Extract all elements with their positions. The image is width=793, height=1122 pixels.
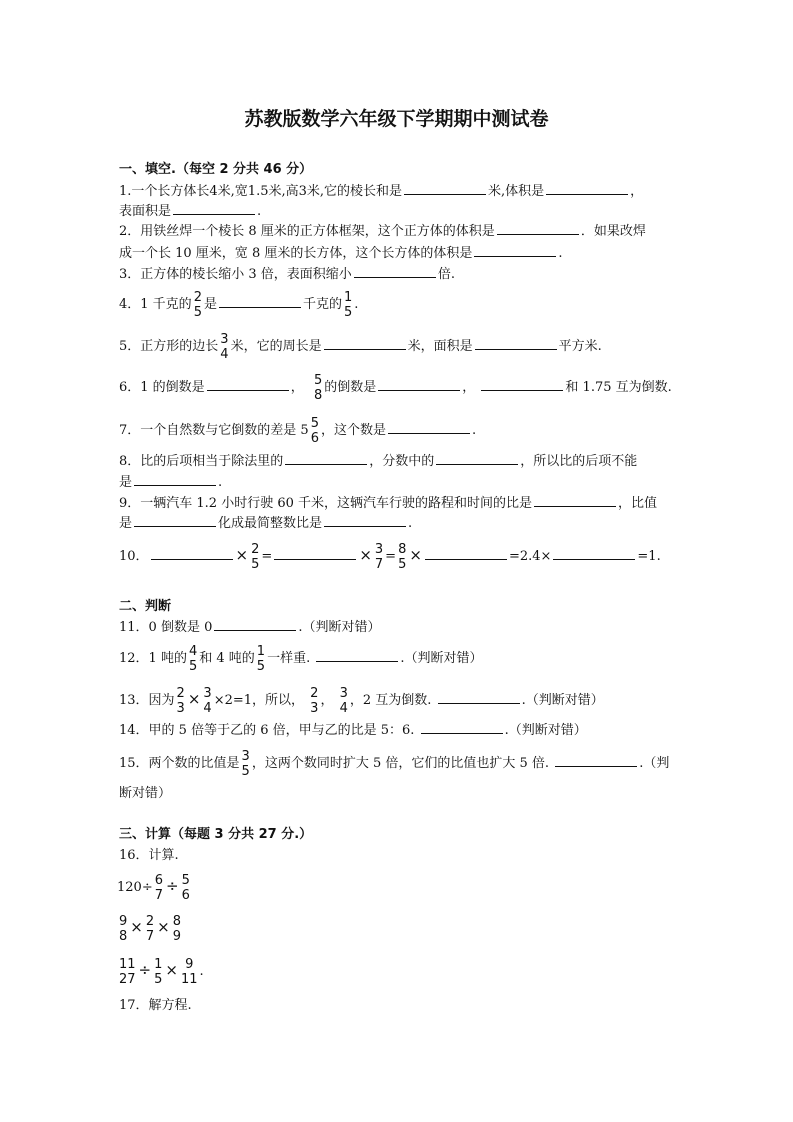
answer-blank[interactable] bbox=[546, 181, 628, 195]
fraction bbox=[194, 290, 202, 320]
fraction bbox=[173, 914, 181, 944]
question-6 bbox=[119, 371, 672, 405]
denominator: 7 bbox=[374, 556, 384, 572]
denominator: 5 bbox=[154, 971, 163, 987]
text: 10． bbox=[119, 549, 149, 564]
denominator: 8 bbox=[119, 928, 128, 944]
text: 和 4 吨的 bbox=[199, 651, 255, 666]
numerator: 3 bbox=[339, 685, 348, 701]
fraction bbox=[119, 914, 127, 944]
text: .（判断对错） bbox=[400, 651, 483, 666]
numerator: 4 bbox=[188, 643, 198, 659]
text: . bbox=[408, 516, 413, 531]
answer-blank[interactable] bbox=[274, 546, 356, 560]
denominator: 3 bbox=[176, 700, 185, 716]
text: =1. bbox=[637, 549, 661, 564]
text: 千克的 bbox=[302, 297, 342, 312]
page-title: 苏教版数学六年级下学期期中测试卷 bbox=[244, 108, 549, 130]
fraction bbox=[344, 290, 352, 320]
fraction bbox=[220, 332, 228, 362]
fraction bbox=[155, 873, 163, 903]
answer-blank[interactable] bbox=[421, 720, 503, 734]
text: . bbox=[218, 475, 223, 490]
text: . bbox=[199, 964, 204, 979]
text: 米，面积是 bbox=[407, 339, 473, 354]
denominator: 11 bbox=[180, 971, 198, 987]
question-9-line-1 bbox=[119, 493, 657, 514]
numerator: 2 bbox=[310, 685, 319, 701]
question-2-line-2 bbox=[119, 243, 562, 264]
question-12 bbox=[119, 642, 482, 676]
text: 15．两个数的比值是 bbox=[119, 756, 240, 771]
numerator: 9 bbox=[185, 956, 194, 972]
divide-sign: ÷ bbox=[138, 961, 152, 979]
numerator: 3 bbox=[203, 685, 212, 701]
denominator: 7 bbox=[145, 928, 155, 944]
fraction bbox=[314, 373, 322, 403]
fraction bbox=[154, 957, 162, 987]
text: =2.4× bbox=[508, 549, 552, 564]
times-sign: × bbox=[165, 961, 178, 979]
numerator: 3 bbox=[220, 331, 229, 347]
question-2-line-1 bbox=[119, 221, 646, 242]
question-4 bbox=[119, 288, 358, 322]
answer-blank[interactable] bbox=[214, 617, 296, 631]
times-sign: × bbox=[187, 690, 201, 708]
expression-2 bbox=[117, 910, 183, 946]
numerator: 5 bbox=[313, 372, 323, 388]
text: .（判断对错） bbox=[521, 693, 604, 708]
numerator: 1 bbox=[256, 643, 266, 659]
denominator: 27 bbox=[119, 971, 136, 987]
answer-blank[interactable] bbox=[134, 513, 216, 527]
text: ×2=1，所以， bbox=[213, 693, 305, 708]
question-1-line-1 bbox=[119, 181, 643, 202]
denominator: 5 bbox=[251, 556, 260, 572]
answer-blank[interactable] bbox=[481, 377, 563, 391]
answer-blank[interactable] bbox=[285, 451, 367, 465]
text: 6．1 的倒数是 bbox=[119, 380, 205, 395]
text: 的倒数是 bbox=[324, 380, 377, 395]
denominator: 4 bbox=[203, 700, 212, 716]
text: 2．用铁丝焊一个棱长 8 厘米的正方体框架，这个正方体的体积是 bbox=[119, 224, 495, 239]
fraction bbox=[340, 686, 348, 716]
times-sign: × bbox=[409, 546, 422, 564]
answer-blank[interactable] bbox=[438, 690, 520, 704]
answer-blank[interactable] bbox=[555, 753, 637, 767]
fraction bbox=[310, 686, 318, 716]
denominator: 6 bbox=[181, 887, 190, 903]
text: . bbox=[471, 423, 477, 438]
question-1-line-2 bbox=[119, 201, 261, 222]
answer-blank[interactable] bbox=[425, 546, 507, 560]
text: 4．1 千克的 bbox=[119, 297, 192, 312]
divide-sign: ÷ bbox=[166, 877, 179, 895]
question-13 bbox=[119, 682, 604, 718]
question-16: 16．计算. bbox=[119, 848, 179, 863]
text: . bbox=[354, 297, 359, 312]
question-3 bbox=[119, 264, 455, 285]
denominator: 8 bbox=[313, 387, 323, 403]
section-1-heading: 一、填空.（每空 2 分共 46 分） bbox=[119, 162, 313, 177]
question-15-line-1 bbox=[119, 747, 669, 781]
denominator: 5 bbox=[193, 304, 202, 320]
denominator: 7 bbox=[154, 887, 163, 903]
fraction bbox=[257, 644, 265, 674]
denominator: 9 bbox=[172, 928, 181, 944]
denominator: 6 bbox=[310, 430, 319, 446]
answer-blank[interactable] bbox=[173, 201, 255, 215]
text: 5．正方形的边长 bbox=[119, 339, 219, 354]
text: ，比值 bbox=[618, 496, 658, 511]
text: ， bbox=[320, 693, 334, 708]
answer-blank[interactable] bbox=[324, 513, 406, 527]
text: ．如果改焊 bbox=[580, 224, 646, 239]
text: 9．一辆汽车 1.2 小时行驶 60 千米，这辆汽车行驶的路程和时间的比是 bbox=[119, 496, 533, 511]
question-15-line-2: 断对错） bbox=[119, 786, 172, 801]
answer-blank[interactable] bbox=[534, 493, 616, 507]
times-sign: × bbox=[359, 546, 372, 564]
times-sign: × bbox=[235, 546, 249, 564]
text: ，分数中的 bbox=[369, 454, 435, 469]
question-11 bbox=[119, 617, 381, 638]
text: . bbox=[558, 246, 563, 261]
text: 14．甲的 5 倍等于乙的 6 倍，甲与乙的比是 5：6. bbox=[119, 723, 415, 738]
denominator: 5 bbox=[344, 304, 353, 320]
text: ，这个数是 bbox=[320, 423, 386, 438]
fraction bbox=[189, 644, 197, 674]
numerator: 3 bbox=[241, 748, 250, 764]
question-7 bbox=[119, 414, 476, 448]
denominator: 4 bbox=[220, 346, 229, 362]
times-sign: × bbox=[130, 918, 143, 936]
fraction bbox=[177, 686, 185, 716]
question-9-line-2 bbox=[119, 513, 412, 534]
text: 米,体积是 bbox=[488, 184, 545, 199]
expression-1 bbox=[117, 869, 192, 905]
text: ， bbox=[630, 184, 644, 199]
question-8-line-1 bbox=[119, 451, 637, 472]
text: 13．因为 bbox=[119, 693, 175, 708]
numerator: 9 bbox=[119, 913, 128, 929]
text: 7．一个自然数与它倒数的差是 5 bbox=[119, 423, 309, 438]
question-8-line-2 bbox=[119, 472, 222, 493]
answer-blank[interactable] bbox=[436, 451, 518, 465]
fraction bbox=[398, 542, 406, 572]
text: 120÷ bbox=[117, 880, 153, 895]
answer-blank[interactable] bbox=[134, 472, 216, 486]
text: 是 bbox=[203, 297, 217, 312]
denominator: 5 bbox=[241, 763, 250, 779]
numerator: 3 bbox=[374, 541, 384, 557]
fraction bbox=[375, 542, 383, 572]
numerator: 8 bbox=[172, 913, 181, 929]
equals-sign: = bbox=[261, 549, 273, 564]
denominator: 5 bbox=[188, 658, 198, 674]
answer-blank[interactable] bbox=[474, 243, 556, 257]
text: ， bbox=[290, 380, 304, 395]
denominator: 5 bbox=[398, 556, 407, 572]
fraction bbox=[181, 957, 198, 987]
answer-blank[interactable] bbox=[324, 336, 406, 350]
text: .（判断对错） bbox=[298, 620, 381, 635]
fraction bbox=[251, 542, 259, 572]
fraction bbox=[311, 416, 319, 446]
numerator: 5 bbox=[310, 415, 319, 431]
text: 1.一个长方体长4米,宽1.5米,高3米,它的棱长和是 bbox=[119, 184, 403, 199]
fraction bbox=[203, 686, 211, 716]
text: 是 bbox=[119, 475, 133, 490]
question-14 bbox=[119, 720, 587, 741]
question-17: 17．解方程. bbox=[119, 998, 192, 1013]
numerator: 11 bbox=[119, 956, 136, 972]
text: .（判断对错） bbox=[504, 723, 587, 738]
numerator: 8 bbox=[398, 541, 407, 557]
fraction bbox=[146, 914, 154, 944]
numerator: 2 bbox=[176, 685, 185, 701]
text: .（判 bbox=[639, 756, 670, 771]
text: 一样重. bbox=[267, 651, 311, 666]
question-10 bbox=[119, 538, 661, 574]
denominator: 5 bbox=[256, 658, 266, 674]
answer-blank[interactable] bbox=[388, 420, 470, 434]
text: 12．1 吨的 bbox=[119, 651, 187, 666]
text: 3．正方体的棱长缩小 3 倍，表面积缩小 bbox=[119, 267, 352, 282]
section-3-heading: 三、计算（每题 3 分共 27 分.） bbox=[119, 827, 313, 842]
answer-blank[interactable] bbox=[151, 546, 233, 560]
text: ， bbox=[462, 380, 476, 395]
text: 平方米. bbox=[558, 339, 602, 354]
numerator: 2 bbox=[251, 541, 260, 557]
numerator: 6 bbox=[154, 872, 163, 888]
question-5 bbox=[119, 330, 602, 364]
fraction bbox=[242, 749, 250, 779]
text: 成一个长 10 厘米，宽 8 厘米的长方体，这个长方体的体积是 bbox=[119, 246, 473, 261]
text: 表面积是 bbox=[119, 204, 172, 219]
text: 和 1.75 互为倒数. bbox=[565, 380, 672, 395]
text: 8．比的后项相当于除法里的 bbox=[119, 454, 284, 469]
answer-blank[interactable] bbox=[219, 294, 301, 308]
times-sign: × bbox=[157, 918, 170, 936]
denominator: 3 bbox=[310, 700, 319, 716]
answer-blank[interactable] bbox=[497, 221, 579, 235]
answer-blank[interactable] bbox=[207, 377, 289, 391]
text: 倍. bbox=[437, 267, 455, 282]
text: . bbox=[257, 204, 262, 219]
text: 是 bbox=[119, 516, 133, 531]
answer-blank[interactable] bbox=[316, 648, 398, 662]
numerator: 2 bbox=[145, 913, 155, 929]
answer-blank[interactable] bbox=[553, 546, 635, 560]
text: 11．0 倒数是 0 bbox=[119, 620, 213, 635]
answer-blank[interactable] bbox=[354, 264, 436, 278]
text: 米，它的周长是 bbox=[230, 339, 322, 354]
numerator: 1 bbox=[154, 956, 163, 972]
text: ，所以比的后项不能 bbox=[520, 454, 638, 469]
denominator: 4 bbox=[339, 700, 348, 716]
answer-blank[interactable] bbox=[378, 377, 460, 391]
text: 化成最简整数比是 bbox=[218, 516, 323, 531]
numerator: 5 bbox=[181, 872, 190, 888]
answer-blank[interactable] bbox=[475, 336, 557, 350]
expression-3 bbox=[117, 953, 204, 989]
fraction bbox=[182, 873, 190, 903]
numerator: 2 bbox=[193, 289, 202, 305]
fraction bbox=[119, 957, 136, 987]
answer-blank[interactable] bbox=[404, 181, 486, 195]
section-2-heading: 二、判断 bbox=[119, 599, 172, 614]
equals-sign: = bbox=[385, 549, 397, 564]
text: ，这两个数同时扩大 5 倍，它们的比值也扩大 5 倍. bbox=[251, 756, 550, 771]
numerator: 1 bbox=[344, 289, 353, 305]
text: ，2 互为倒数. bbox=[349, 693, 432, 708]
